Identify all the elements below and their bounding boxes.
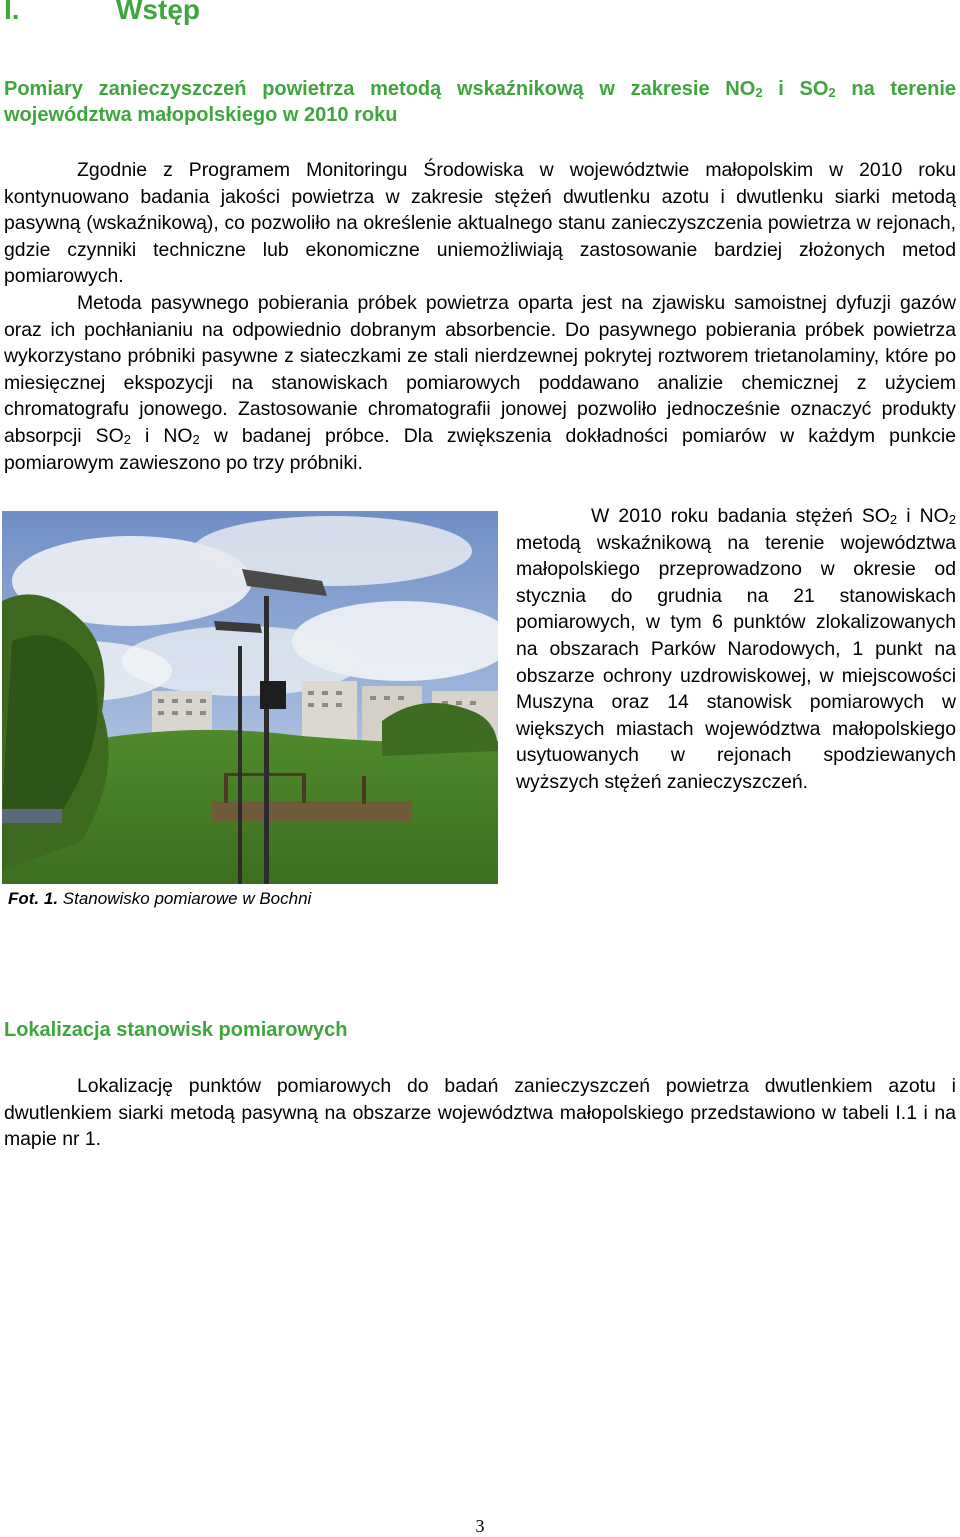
- intro-paragraph-2: Metoda pasywnego pobierania próbek powietrza oparta jest na zjawisku samoistnej dyfuzji gazów oraz ich pochłanianiu na odpowiednio dobranym absorbencie. Do pasywnego pobierania próbek powietrza wykorzystano próbniki pasywne z siateczkami ze stali nierdzewnej pokrytej roztworem trietanolaminy, które po miesięcznej ekspozycji na stanowiskach pomiarowych poddawano analizie chemicznej z użyciem chromatografu jonowego. Zastosowanie chromatografii jonowej pozwoliło jednocześnie oznaczyć produkty absorpcji $SO_2$ i $NO_2$ w badanej próbce. Dla zwiększenia dokładności pomiarów w każdym punkcie pomiarowym zawieszono po trzy próbniki.: [4, 291, 956, 474]
- location-paragraph: Lokalizację punktów pomiarowych do badań zanieczyszczeń powietrza dwutlenkiem azotu i dwutlenkiem siarki metodą pasywną na obszarze województwa małopolskiego przedstawiono w tabeli I.1 i na mapie nr 1.: [4, 1075, 956, 1151]
- chapter-heading: [4, 0, 200, 26]
- section-subtitle: Pomiary zanieczyszczeń powietrza metodą wskaźnikową w zakresie $NO_2$ i $SO_2$ na terenie województwa małopolskiego w 2010 roku: [4, 78, 956, 126]
- caption-label: Fot. 1.: [8, 889, 59, 908]
- intro-text: [4, 157, 956, 476]
- chapter-title: Wstęp: [116, 0, 200, 25]
- intro-paragraph-1: Zgodnie z Programem Monitoringu Środowiska w województwie małopolskim w 2010 roku kontynuowano badania jakości powietrza w zakresie stężeń dwutlenku azotu i dwutlenku siarki metodą pasywną (wskaźnikową), co pozwoliło na określenie aktualnego stanu zanieczyszczenia powietrza w rejonach, gdzie czynniki techniczne lub ekonomiczne uniemożliwiają zastosowanie bardziej złożonych metod pomiarowych.: [4, 159, 956, 288]
- caption-text: Stanowisko pomiarowe w Bochni: [58, 889, 312, 908]
- side-paragraph: W 2010 roku badania stężeń $SO_2$ i $NO_2$ metodą wskaźnikową na terenie województwa małopolskiego przeprowadzono w okresie od stycznia do grudnia na 21 stanowiskach pomiarowych, w tym 6 punktów zlokalizowanych na obszarach Parków Narodowych, 1 punkt na obszarze ochrony uzdrowiskowej, w miejscowości Muszyna oraz 14 stanowisk pomiarowych w większych miastach województwa małopolskiego usytuowanych w rejonach spodziewanych wyższych stężeń zanieczyszczeń.: [516, 505, 956, 793]
- side-text: [516, 503, 956, 796]
- location-text: [4, 1073, 956, 1153]
- chapter-number: I.: [4, 0, 20, 25]
- section-heading: Lokalizacja stanowisk pomiarowych: [4, 1019, 348, 1041]
- photo-caption: [8, 889, 311, 909]
- page-number: 3: [475, 1516, 485, 1536]
- station-photo: [2, 511, 498, 884]
